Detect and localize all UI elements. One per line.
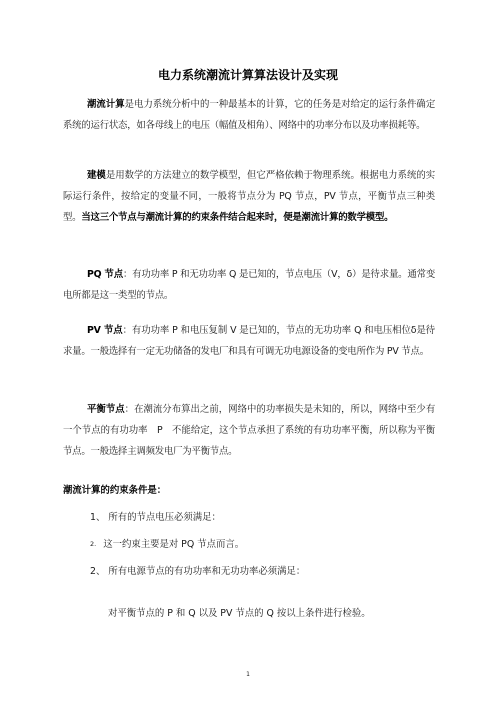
constraints-heading: 潮流计算的约束条件是： xyxy=(63,485,167,496)
closing-sentence: 对平衡节点的 P 和 Q 以及 PV 节点的 Q 按以上条件进行检验。 xyxy=(108,608,371,619)
paragraph-pv-node xyxy=(63,320,435,362)
paragraph-pq-node xyxy=(63,264,435,306)
paragraph-power-flow-text: 是电力系统分析中的一种最基本的计算，它的任务是对给定的运行条件确定系统的运行状态，如各母线上的电压（幅值及相角）、网络中的功率分布以及功率损耗等。 xyxy=(63,99,436,131)
term-modeling: 建模 xyxy=(87,170,106,181)
constraint-item-2: 2、 所有电源节点的有功功率和无功功率必须满足： xyxy=(90,566,306,577)
paragraph-modeling-bold-tail: 当这三个节点与潮流计算的约束条件结合起来时，便是潮流计算的数学模型。 xyxy=(81,212,394,223)
paragraph-modeling xyxy=(63,165,435,228)
document-title: 电力系统潮流计算算法设计及实现 xyxy=(157,68,338,82)
paragraph-modeling-text: 是用数学的方法建立的数学模型，但它严格依赖于物理系统。根据电力系统的实际运行条件，按给定的变量不同，一般将节点分为 PQ 节点，PV 节点，平衡节点三种类型。 xyxy=(63,170,435,223)
constraint-note-number: 2. xyxy=(90,540,97,548)
term-pv-node: PV 节点 xyxy=(87,325,123,336)
constraint-note-text: 这一约束主要是对 PQ 节点而言。 xyxy=(103,539,245,550)
constraint-item-1: 1、 所有的节点电压必须满足： xyxy=(90,512,221,523)
paragraph-slack-node-text: ：在潮流分布算出之前，网络中的功率损失是未知的，所以，网络中至少有一个节点的有功功率 P 不能给定，这个节点承担了系统的有功功率平衡，所以称为平衡节点。一般选择主调频发电厂为平衡节点。 xyxy=(63,404,436,457)
page-number: 1 xyxy=(246,671,250,678)
term-pq-node: PQ 节点 xyxy=(87,269,123,280)
paragraph-power-flow xyxy=(63,94,435,136)
term-power-flow: 潮流计算 xyxy=(87,99,125,110)
paragraph-pq-node-text: ：有功功率 P 和无功功率 Q 是已知的，节点电压（V，δ）是待求量。通常变电所都是这一类型的节点。 xyxy=(63,269,435,301)
paragraph-slack-node xyxy=(63,399,435,462)
term-slack-node: 平衡节点 xyxy=(87,404,125,415)
constraint-note xyxy=(90,534,244,555)
paragraph-pv-node-text: ：有功功率 P 和电压复制 V 是已知的，节点的无功功率 Q 和电压相位δ是待求量。一般选择有一定无功储备的发电厂和具有可调无功电源设备的变电所作为 PV 节点。 xyxy=(63,325,435,357)
